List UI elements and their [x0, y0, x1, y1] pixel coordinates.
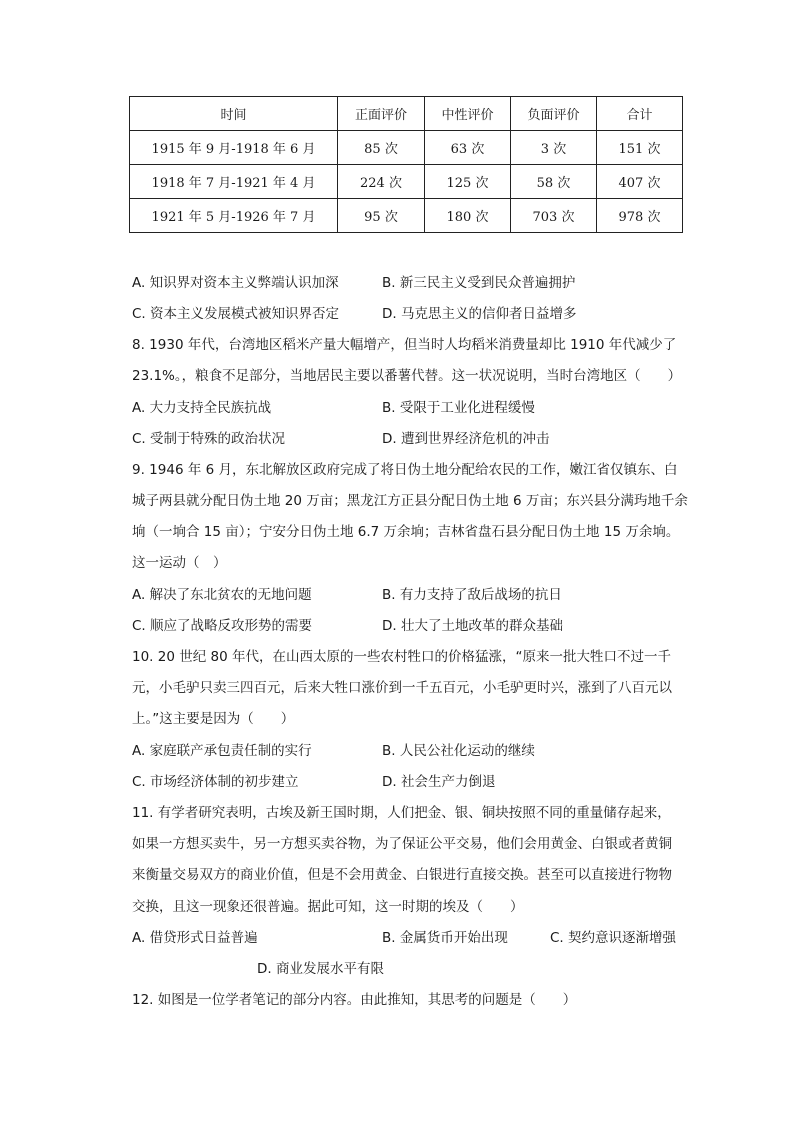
table-cell: 58 次	[511, 165, 597, 199]
q8-option-a: A. 大力支持全民族抗战	[132, 400, 272, 416]
q9-option-b: B. 有力支持了敌后战场的抗日	[382, 587, 562, 603]
table-row	[130, 131, 683, 165]
q8-option-d: D. 遭到世界经济危机的冲击	[382, 431, 550, 447]
q10-option-d: D. 社会生产力倒退	[382, 774, 496, 790]
table-cell: 978 次	[597, 199, 683, 233]
table-header-row	[130, 97, 683, 131]
table-cell: 3 次	[511, 131, 597, 165]
statistics-table	[129, 96, 683, 233]
q11-option-d: D. 商业发展水平有限	[257, 961, 384, 977]
table-header-cell: 合计	[597, 97, 683, 131]
q9-stem-line: 垧（一垧合 15 亩）；宁安分日伪土地 6.7 万余垧；吉林省盘石县分配日伪土地 15 万余垧。	[132, 524, 680, 540]
q11-option-a: A. 借贷形式日益普遍	[132, 930, 258, 946]
table-row	[130, 199, 683, 233]
q11-stem-line: 11. 有学者研究表明，古埃及新王国时期，人们把金、银、铜块按照不同的重量储存起来，	[132, 805, 671, 821]
table-cell: 85 次	[338, 131, 425, 165]
q8-option-b: B. 受限于工业化进程缓慢	[382, 400, 535, 416]
table-row	[130, 165, 683, 199]
q8-stem-line: 23.1%。，粮食不足部分，当地居民主要以番薯代替。这一状况说明，当时台湾地区（ ）	[132, 368, 682, 384]
q10-option-b: B. 人民公社化运动的继续	[382, 743, 535, 759]
q8-stem-line: 8. 1930 年代，台湾地区稻米产量大幅增产，但当时人均稻米消费量却比 1910 年代减少了	[132, 337, 677, 353]
q11-option-c: C. 契约意识逐渐增强	[550, 930, 677, 946]
q7-option-d: D. 马克思主义的信仰者日益增多	[382, 306, 577, 322]
table-cell: 151 次	[597, 131, 683, 165]
q12-stem-line: 12. 如图是一位学者笔记的部分内容。由此推知，其思考的问题是（ ）	[132, 992, 577, 1008]
q8-option-c: C. 受制于特殊的政治状况	[132, 431, 286, 447]
q10-stem-line: 元，小毛驴只卖三四百元，后来大牲口涨价到一千五百元，小毛驴更时兴，涨到了八百元以	[132, 680, 672, 696]
table-cell: 703 次	[511, 199, 597, 233]
q10-option-c: C. 市场经济体制的初步建立	[132, 774, 299, 790]
table-cell: 125 次	[425, 165, 511, 199]
q9-stem-line: 9. 1946 年 6 月，东北解放区政府完成了将日伪土地分配给农民的工作，嫩江省仅镇东、白	[132, 462, 678, 478]
table-header-cell: 时间	[130, 97, 338, 131]
q7-option-a: A. 知识界对资本主义弊端认识加深	[132, 275, 339, 291]
table-header-cell: 负面评价	[511, 97, 597, 131]
q10-option-a: A. 家庭联产承包责任制的实行	[132, 743, 312, 759]
q10-stem-line: 上。”这主要是因为（ ）	[132, 711, 295, 727]
q9-option-c: C. 顺应了战略反攻形势的需要	[132, 618, 313, 634]
table-cell: 407 次	[597, 165, 683, 199]
table-header-cell: 中性评价	[425, 97, 511, 131]
table-cell: 1918 年 7 月-1921 年 4 月	[130, 165, 338, 199]
q11-stem-line: 如果一方想买卖牛，另一方想买卖谷物，为了保证公平交易，他们会用黄金、白银或者黄铜	[132, 836, 672, 852]
table-cell: 95 次	[338, 199, 425, 233]
q7-option-b: B. 新三民主义受到民众普遍拥护	[382, 275, 576, 291]
q9-stem-line: 这一运动（ ）	[132, 555, 227, 571]
q11-stem-line: 交换，且这一现象还很普遍。据此可知，这一时期的埃及（ ）	[132, 899, 524, 915]
q11-option-b: B. 金属货币开始出现	[382, 930, 508, 946]
q7-option-c: C. 资本主义发展模式被知识界否定	[132, 306, 340, 322]
q10-stem-line: 10. 20 世纪 80 年代，在山西太原的一些农村牲口的价格猛涨，“原来一批大牲口不过一千	[132, 649, 671, 665]
table-cell: 63 次	[425, 131, 511, 165]
q9-stem-line: 城子两县就分配日伪土地 20 万亩；黑龙江方正县分配日伪土地 6 万亩；东兴县分满玙地千余	[132, 493, 688, 509]
table-cell: 180 次	[425, 199, 511, 233]
table-header-cell: 正面评价	[338, 97, 425, 131]
table-cell: 224 次	[338, 165, 425, 199]
table-cell: 1921 年 5 月-1926 年 7 月	[130, 199, 338, 233]
q9-option-d: D. 壮大了土地改革的群众基础	[382, 618, 563, 634]
table-cell: 1915 年 9 月-1918 年 6 月	[130, 131, 338, 165]
q11-stem-line: 来衡量交易双方的商业价值，但是不会用黄金、白银进行直接交换。甚至可以直接进行物物	[132, 867, 672, 883]
q9-option-a: A. 解决了东北贫农的无地问题	[132, 587, 312, 603]
